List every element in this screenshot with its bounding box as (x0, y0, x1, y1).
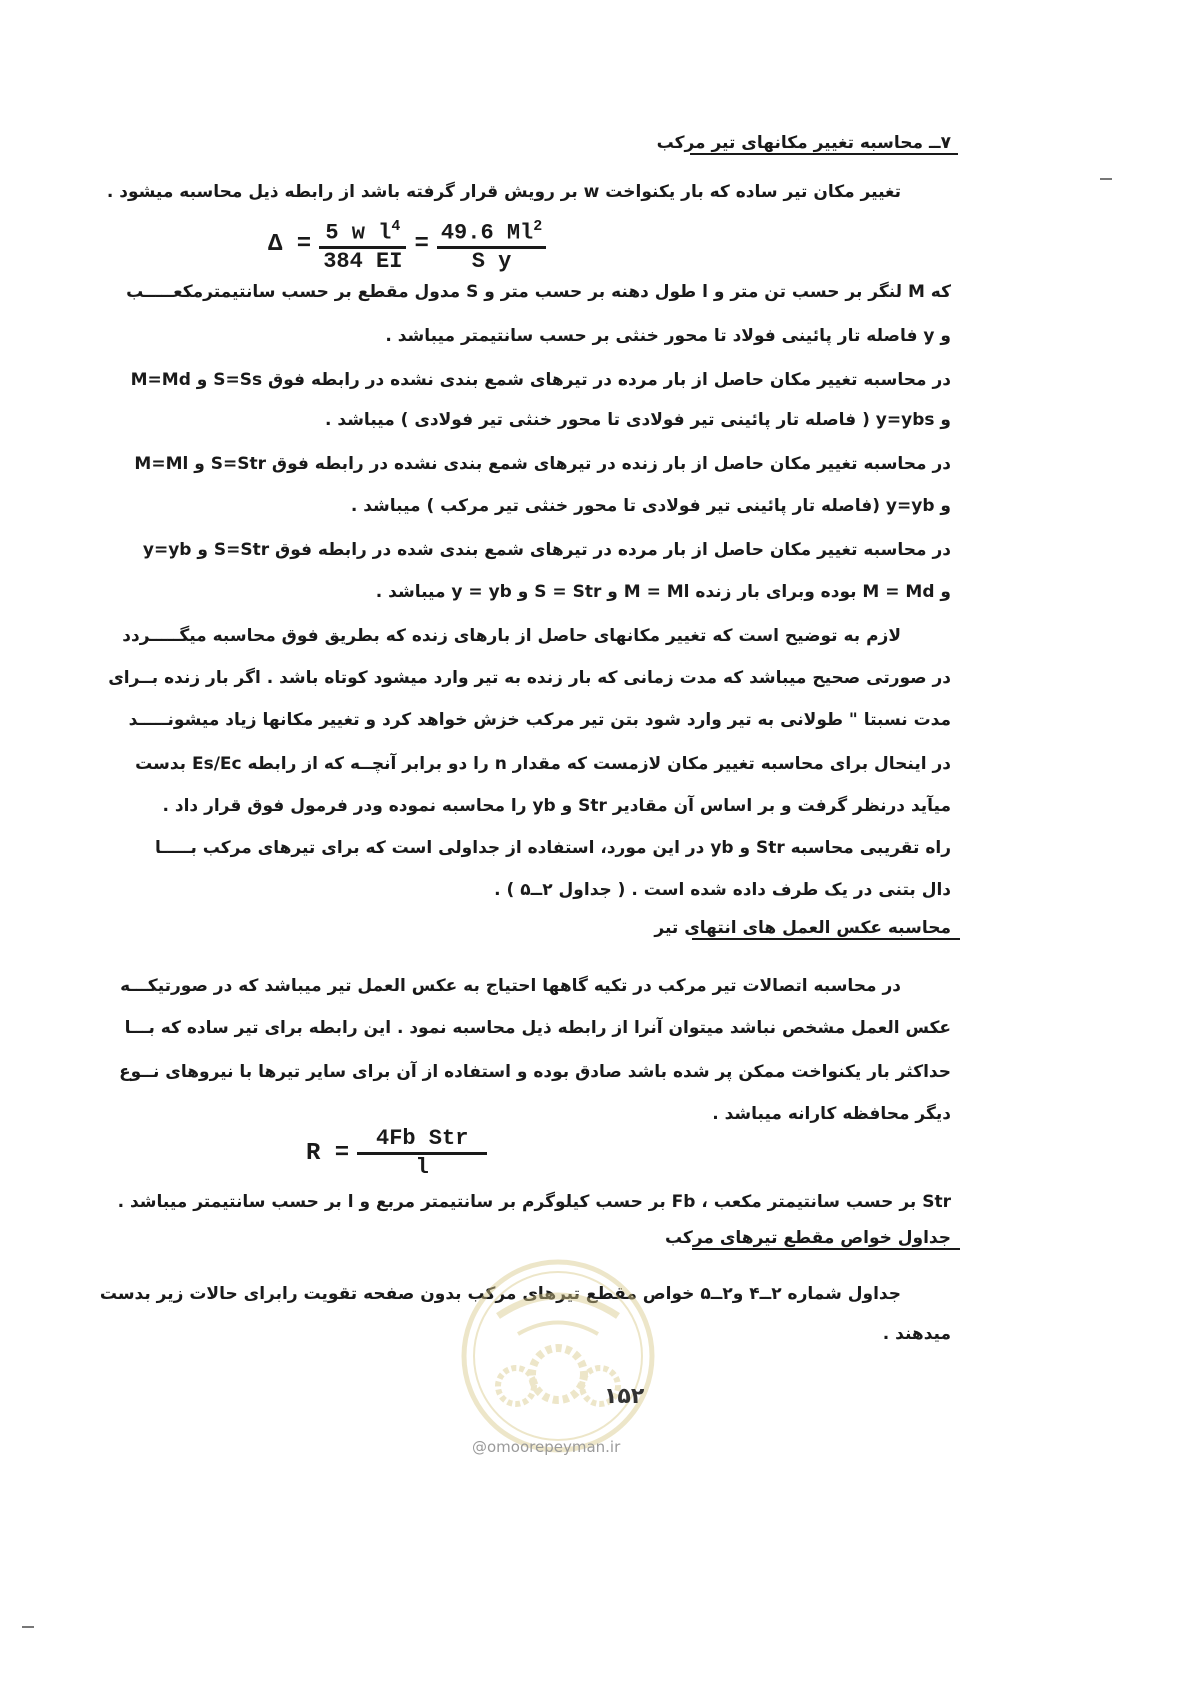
exponent-2: 2 (533, 218, 543, 235)
delta-symbol: Δ = (268, 231, 312, 259)
heading-underline (692, 938, 960, 940)
page-number: ۱۵۲ (604, 1384, 645, 1409)
paragraph-line: و y=ybs ( فاصله تار پائینی تیر فولادی تا محور خنثی تیر فولادی ) میباشد . (325, 410, 951, 430)
scan-mark (1100, 178, 1112, 180)
paragraph-line: و M = Md بوده وبرای بار زنده M = Ml و S = Str و y = yb میباشد . (375, 582, 951, 602)
reaction-lhs: R = (306, 1140, 350, 1167)
paragraph-line: جداول شماره ۲ــ۴ و۲ــ۵ خواص مقطع تیرهای مرکب بدون صفحه تقویت رابرای حالات زیر بدست (99, 1284, 901, 1304)
deflection-formula (268, 214, 546, 275)
paragraph-line: دیگر محافظه کارانه میباشد . (712, 1104, 951, 1124)
watermark-seal-icon (458, 1256, 658, 1456)
paragraph-line: در صورتی صحیح میباشد که مدت زمانی که بار زنده به تیر وارد میشود کوتاه باشد . اگر بار زنده بــرای (108, 668, 951, 688)
tables-heading: جداول خواص مقطع تیرهای مرکب (664, 1228, 951, 1248)
scan-mark (22, 1626, 34, 1628)
paragraph-line: و y=yb (فاصله تار پائینی تیر فولادی تا محور خنثی تیر مرکب ) میباشد . (350, 496, 951, 516)
paragraph-line: مدت نسبتا " طولانی به تیر وارد شود بتن تیر مرکب خزش خواهد کرد و تغییر مکانها زیاد میشونـــــد (128, 710, 951, 730)
paragraph-line: در محاسبه اتصالات تیر مرکب در تکیه گاهها احتیاج به عکس العمل تیر میباشد که در صورتیکـــه (120, 976, 901, 996)
paragraph-line: در محاسبه تغییر مکان حاصل از بار مرده در تیرهای شمع بندی نشده در رابطه فوق S=Ss و M=Md (130, 370, 951, 390)
reaction-numerator: 4Fb Str (376, 1126, 469, 1151)
reaction-fraction (357, 1126, 487, 1181)
fraction-right (437, 214, 546, 275)
paragraph-line: راه تقریبی محاسبه Str و yb در این مورد، استفاده از جداولی است که برای تیرهای مرکب بـــــا (155, 838, 951, 858)
fraction-right-denominator: S y (471, 249, 512, 275)
equals-sign: = (414, 231, 429, 259)
watermark-logo (458, 1256, 658, 1456)
paragraph-line: در اینحال برای محاسبه تغییر مکان لازمست که مقدار n را دو برابر آنچــه که از رابطه Es/Ec بدست (135, 754, 951, 774)
exponent-4: 4 (391, 218, 401, 235)
fraction-right-numerator: 49.6 Ml (440, 220, 534, 246)
paragraph-line: میآید درنظر گرفت و بر اساس آن مقادیر Str و yb را محاسبه نموده ودر فرمول فوق قرار داد . (162, 796, 951, 816)
paragraph-line: در محاسبه تغییر مکان حاصل از بار زنده در تیرهای شمع بندی نشده در رابطه فوق S=Str و M=Ml (134, 454, 951, 474)
intro-text: تغییر مکان تیر ساده که بار یکنواخت w بر رویش قرار گرفته باشد از رابطه ذیل محاسبه میشود . (106, 182, 901, 202)
paragraph-line: در محاسبه تغییر مکان حاصل از بار مرده در تیرهای شمع بندی شده در رابطه فوق S=Str و y=yb (142, 540, 951, 560)
paragraph-line: حداکثر بار یکنواخت ممکن پر شده باشد صادق بوده و استفاده از آن برای سایر تیرها با نیروهای نــوع (119, 1062, 951, 1082)
reaction-denominator: l (415, 1155, 429, 1180)
fraction-left-numerator: 5 w l (325, 220, 392, 246)
paragraph-line: میدهند . (882, 1324, 951, 1344)
reaction-heading: محاسبه عکس العمل های انتهای تیر (654, 918, 951, 938)
paragraph-line: عکس العمل مشخص نباشد میتوان آنرا از رابطه ذیل محاسبه نمود . این رابطه برای تیر ساده که بـــا (124, 1018, 951, 1038)
heading-underline (690, 153, 958, 155)
watermark-website: @omoorepeyman.ir (472, 1438, 621, 1456)
fraction-left-denominator: 384 EI (323, 249, 403, 275)
paragraph-line: لازم به توضیح است که تغییر مکانهای حاصل از بارهای زنده که بطریق فوق محاسبه میگـــــردد (122, 626, 901, 646)
heading-underline (692, 1248, 960, 1250)
paragraph-line: دال بتنی در یک طرف داده شده است . ( جداول ۲ــ۵ ) . (494, 880, 951, 900)
paragraph-line: که M لنگر بر حسب تن متر و l طول دهنه بر حسب متر و S مدول مقطع بر حسب سانتیمترمکعـــــب (126, 282, 951, 302)
fraction-left (319, 214, 406, 275)
paragraph-line: و y فاصله تار پائینی فولاد تا محور خنثی بر حسب سانتیمتر میباشد . (385, 326, 951, 346)
units-line: Str بر حسب سانتیمتر مکعب ، Fb بر حسب کیلوگرم بر سانتیمتر مربع و l بر حسب سانتیمتر میباشد . (117, 1192, 951, 1212)
section-heading: ۷ــ محاسبه تغییر مکانهای تیر مرکب (656, 133, 951, 153)
reaction-formula (306, 1126, 487, 1181)
